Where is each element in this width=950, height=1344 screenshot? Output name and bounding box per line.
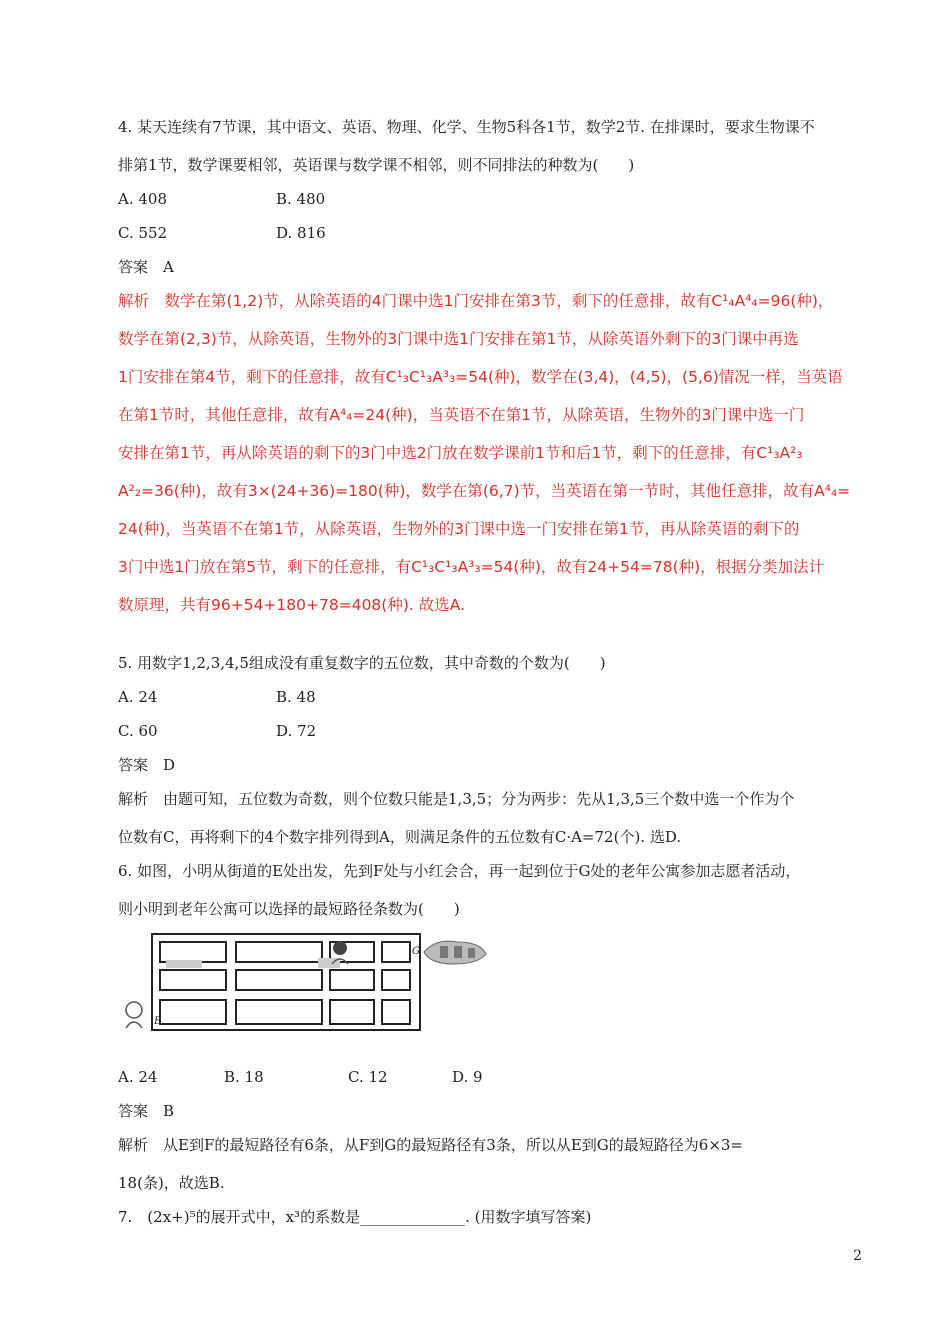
q4-analysis-line: 安排在第1节，再从除英语的剩下的3门中选2门放在数学课前1节和后1节，剩下的任意排，有C¹₃A²₃ xyxy=(118,444,803,462)
point-e-label: E xyxy=(154,1016,162,1027)
q5-option-d: D. 72 xyxy=(276,722,317,740)
q5-analysis-line1: 解析 由题可知，五位数为奇数，则个位数只能是1,3,5；分为两步：先从1,3,5三个数中选一个作为个 xyxy=(118,790,795,808)
q4-stem-line2: 排第1节，数学课要相邻，英语课与数学课不相邻，则不同排法的种数为( ) xyxy=(118,156,635,174)
q4-analysis-line: A²₂=36(种)，故有3×(24+36)=180(种)，数学在第(6,7)节，当英语在第一节时，其他任意排，故有A⁴₄= xyxy=(118,482,851,500)
page-number: 2 xyxy=(853,1248,862,1264)
q6-stem-line2: 则小明到老年公寓可以选择的最短路径条数为( ) xyxy=(118,900,460,918)
q6-analysis-line2: 18(条)，故选B. xyxy=(118,1174,225,1192)
point-g-label: G xyxy=(412,946,420,957)
q4-option-b: B. 480 xyxy=(276,190,326,208)
q5-answer: 答案 D xyxy=(118,756,176,774)
q6-analysis-line1: 解析 从E到F的最短路径有6条，从F到G的最短路径有3条，所以从E到G的最短路径为6×3= xyxy=(118,1136,743,1154)
boy-person-icon xyxy=(126,1002,142,1028)
q4-option-d: D. 816 xyxy=(276,224,326,242)
q6-option-a: A. 24 xyxy=(118,1068,158,1086)
q4-analysis-line: 1门安排在第4节，剩下的任意排，故有C¹₃C¹₃A³₃=54(种)，数学在(3,4)，(4,5)，(5,6)情况一样，当英语 xyxy=(118,368,843,386)
q6-option-c: C. 12 xyxy=(348,1068,388,1086)
q4-option-c: C. 552 xyxy=(118,224,168,242)
q5-option-b: B. 48 xyxy=(276,688,316,706)
q7-stem: 7. (2x+)⁵的展开式中，x³的系数是______________. (用数字填写答案) xyxy=(118,1208,592,1226)
q5-analysis-line2: 位数有C，再将剩下的4个数字排列得到A，则满足条件的五位数有C·A=72(个). 选D. xyxy=(118,828,682,846)
q4-analysis-line: 3门中选1门放在第5节，剩下的任意排，有C¹₃C¹₃A³₃=54(种)，故有24+54=78(种)，根据分类加法计 xyxy=(118,558,825,576)
q4-option-a: A. 408 xyxy=(118,190,167,208)
q4-analysis-line: 解析 数学在第(1,2)节，从除英语的4门课中选1门安排在第3节，剩下的任意排，故有C¹₄A⁴₄=96(种)， xyxy=(118,292,834,310)
q6-option-d: D. 9 xyxy=(452,1068,483,1086)
q4-stem-line1: 4. 某天连续有7节课，其中语文、英语、物理、化学、生物5科各1节，数学2节. 在排课时，要求生物课不 xyxy=(118,118,815,136)
q6-stem-line1: 6. 如图，小明从街道的E处出发，先到F处与小红会合，再一起到位于G处的老年公寓参加志愿者活动， xyxy=(118,862,801,880)
q6-option-b: B. 18 xyxy=(224,1068,264,1086)
building-icon xyxy=(424,941,486,964)
q5-option-a: A. 24 xyxy=(118,688,158,706)
q5-stem: 5. 用数字1,2,3,4,5组成没有重复数字的五位数，其中奇数的个数为( ) xyxy=(118,654,606,672)
street-grid xyxy=(152,934,420,1030)
q4-analysis-line: 数原理，共有96+54+180+78=408(种). 故选A. xyxy=(118,596,465,614)
q4-analysis-line: 数学在第(2,3)节，从除英语，生物外的3门课中选1门安排在第1节，从除英语外剩下的3门课中再选 xyxy=(118,330,799,348)
road-smudge xyxy=(166,960,202,968)
q4-analysis-line: 在第1节时，其他任意排，故有A⁴₄=24(种)，当英语不在第1节，从除英语，生物外的3门课中选一门 xyxy=(118,406,805,424)
q5-option-c: C. 60 xyxy=(118,722,158,740)
q4-analysis-line: 24(种)，当英语不在第1节，从除英语，生物外的3门课中选一门安排在第1节，再从除英语的剩下的 xyxy=(118,520,800,538)
q6-answer: 答案 B xyxy=(118,1102,175,1120)
street-map-figure xyxy=(118,928,508,1038)
q4-answer: 答案 A xyxy=(118,258,174,276)
